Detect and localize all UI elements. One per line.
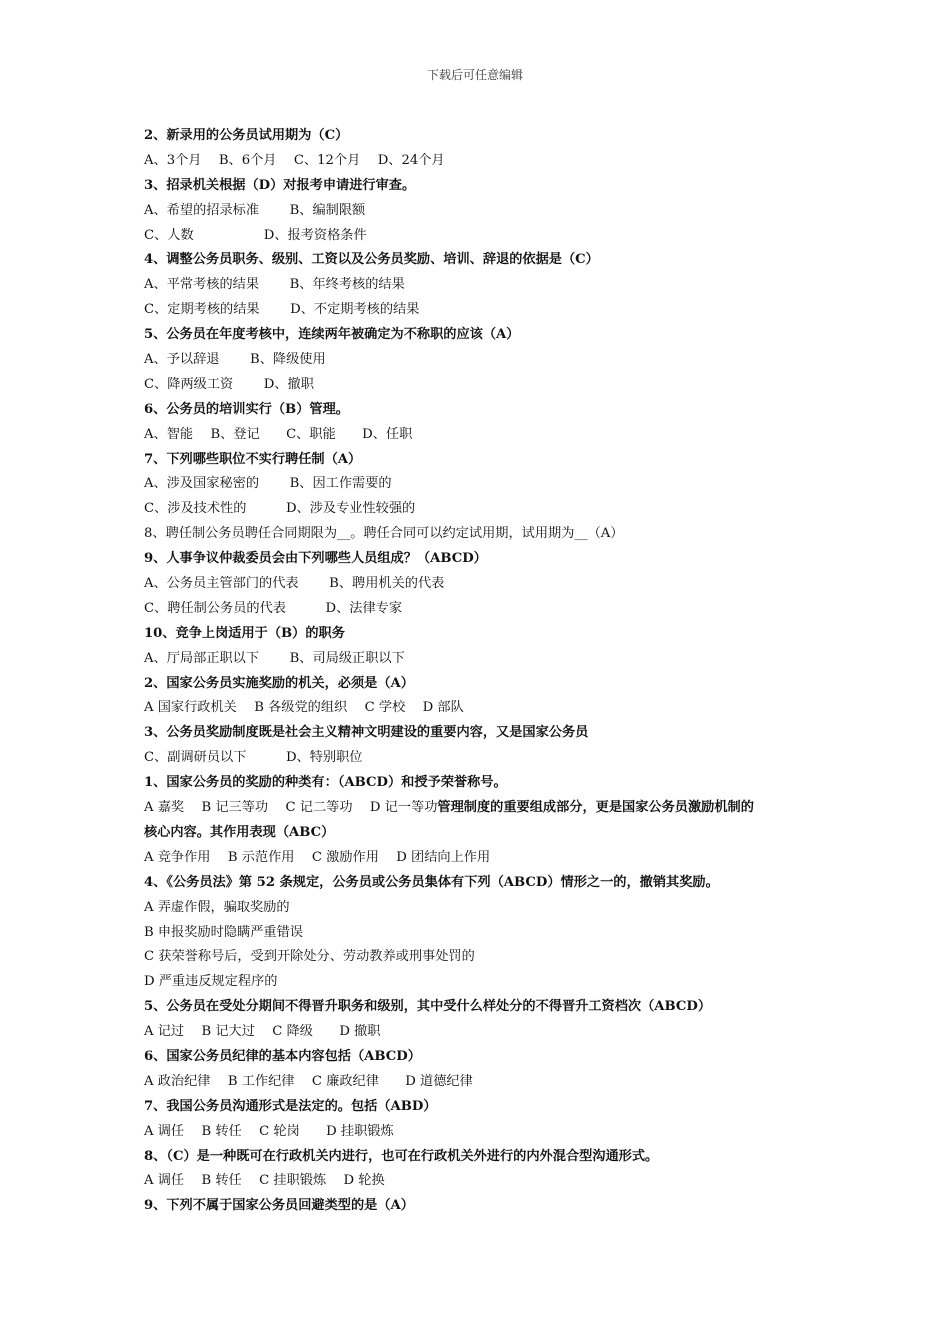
question-text: 9、人事争议仲裁委员会由下列哪些人员组成？（ABCD）	[144, 551, 487, 567]
answer-options: A、希望的招录标准 B、编制限额	[144, 202, 366, 218]
page-header: 下载后可任意编辑	[426, 68, 523, 82]
answer-options: A 记过 B 记大过 C 降级 D 撤职	[144, 1024, 381, 1040]
question-block-1	[144, 124, 824, 796]
question-text: 核心内容。其作用表现（ABC）	[144, 824, 335, 840]
answer-options: C、人数 D、报考资格条件	[144, 227, 367, 243]
question-text: 9、下列不属于国家公务员回避类型的是（A）	[144, 1198, 414, 1214]
answer-options: C、副调研员以下 D、特别职位	[144, 750, 363, 766]
answer-options: A 政治纪律 B 工作纪律 C 廉政纪律 D 道德纪律	[144, 1073, 473, 1089]
answer-options: A、公务员主管部门的代表 B、聘用机关的代表	[144, 576, 445, 592]
answer-options: C 获荣誉称号后，受到开除处分、劳动教养或刑事处罚的	[144, 949, 475, 965]
mixed-line-bold: 管理制度的重要组成部分，更是国家公务员激励机制的	[437, 800, 754, 816]
question-text: 4、《公务员法》第 52 条规定，公务员或公务员集体有下列（ABCD）情形之一的，撤销其奖励。	[144, 874, 719, 890]
question-text: 8、（C）是一种既可在行政机关内进行，也可在行政机关外进行的内外混合型沟通形式。	[144, 1148, 659, 1164]
answer-options: 8、聘任制公务员聘任合同期限为__。聘任合同可以约定试用期，试用期为__（A）	[144, 526, 624, 542]
answer-options: A、予以辞退 B、降级使用	[144, 352, 326, 368]
answer-options: C、聘任制公务员的代表 D、法律专家	[144, 600, 403, 616]
answer-options: A 调任 B 转任 C 挂职锻炼 D 轮换	[144, 1173, 385, 1189]
answer-options: A、智能 B、登记 C、职能 D、任职	[144, 426, 413, 442]
answer-options: A、3个月 B、6个月 C、12个月 D、24个月	[144, 152, 445, 168]
question-text: 6、国家公务员纪律的基本内容包括（ABCD）	[144, 1048, 421, 1064]
question-text: 3、公务员奖励制度既是社会主义精神文明建设的重要内容，又是国家公务员	[144, 725, 589, 741]
question-text: 7、下列哪些职位不实行聘任制（A）	[144, 451, 362, 467]
answer-options: A、厅局部正职以下 B、司局级正职以下	[144, 650, 405, 666]
answer-options: A 国家行政机关 B 各级党的组织 C 学校 D 部队	[144, 700, 464, 716]
question-text: 5、公务员在年度考核中，连续两年被确定为不称职的应该（A）	[144, 327, 520, 343]
question-text: 7、我国公务员沟通形式是法定的。包括（ABD）	[144, 1098, 437, 1114]
answer-options: A 调任 B 转任 C 轮岗 D 挂职锻炼	[144, 1123, 394, 1139]
question-text: 5、公务员在受处分期间不得晋升职务和级别，其中受什么样处分的不得晋升工资档次（ABCD）	[144, 999, 712, 1015]
question-block-2	[144, 821, 824, 1219]
question-text: 2、国家公务员实施奖励的机关，必须是（A）	[144, 675, 414, 691]
question-text: 3、招录机关根据（D）对报考申请进行审查。	[144, 177, 416, 193]
answer-options: A、平常考核的结果 B、年终考核的结果	[144, 277, 405, 293]
document-body	[144, 124, 824, 1219]
answer-options: B 申报奖励时隐瞒严重错误	[144, 924, 303, 940]
mixed-line-options: A 嘉奖 B 记三等功 C 记二等功 D 记一等功	[144, 800, 438, 816]
answer-options: C、定期考核的结果 D、不定期考核的结果	[144, 302, 420, 318]
answer-options: C、降两级工资 D、撤职	[144, 376, 314, 392]
question-text: 6、公务员的培训实行（B）管理。	[144, 401, 349, 417]
mixed-line	[144, 796, 824, 821]
answer-options: A 竞争作用 B 示范作用 C 激励作用 D 团结向上作用	[144, 849, 491, 865]
question-text: 10、竞争上岗适用于（B）的职务	[144, 625, 345, 641]
answer-options: A 弄虚作假，骗取奖励的	[144, 899, 290, 915]
question-text: 4、调整公务员职务、级别、工资以及公务员奖励、培训、辞退的依据是（C）	[144, 252, 599, 268]
answer-options: A、涉及国家秘密的 B、因工作需要的	[144, 476, 392, 492]
question-text: 2、新录用的公务员试用期为（C）	[144, 128, 349, 143]
answer-options: C、涉及技术性的 D、涉及专业性较强的	[144, 501, 416, 517]
question-text: 1、国家公务员的奖励的种类有：（ABCD）和授予荣誉称号。	[144, 775, 507, 791]
answer-options: D 严重违反规定程序的	[144, 974, 278, 990]
